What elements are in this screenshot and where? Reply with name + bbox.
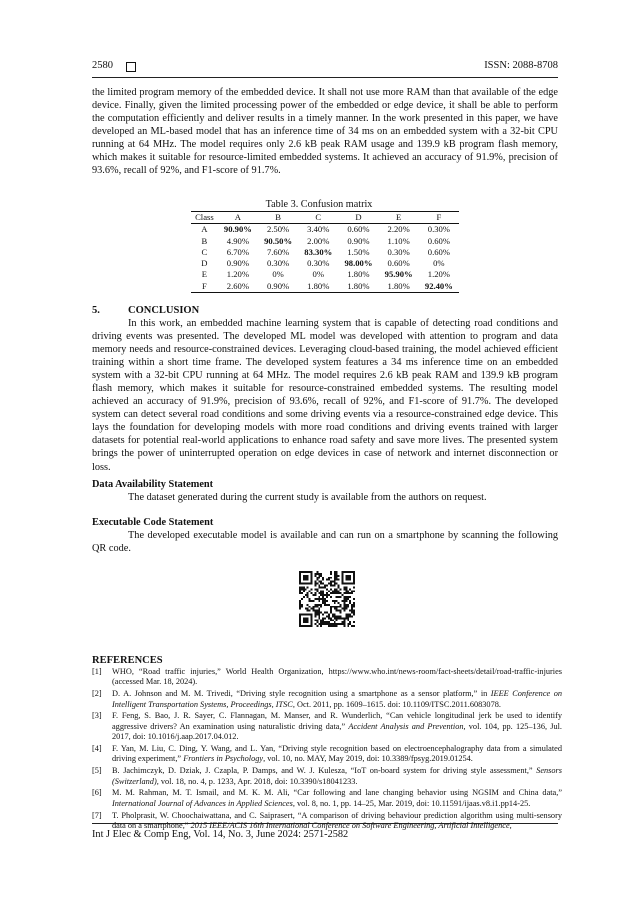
table-cell: 0.60% [427,235,450,246]
table-row-label: D [201,258,208,269]
table-cell: 0.90% [347,235,370,246]
reference-text: , vol. 8, no. 1, pp. 14–25, Mar. 2019, doi: 10.11591/ijaas.v8.i1.pp14-25. [292,798,531,808]
table-cell: 0.90% [266,280,290,291]
reference-number: [7] [92,810,102,820]
reference-item [92,744,562,765]
square-icon [126,62,136,72]
table-row-label: E [201,269,208,280]
table-cell: 0% [433,258,445,269]
table-cell: 1.20% [226,269,249,280]
table-cell: 0% [312,269,324,280]
table-header-cell: C [315,212,322,222]
reference-item [92,689,562,710]
table-cell: 90.90% [223,224,252,235]
table-cell: 2.50% [266,224,290,235]
table-header-cell: Class [195,212,214,222]
table-row-label: F [202,280,207,291]
table-cell: 1.80% [307,280,330,291]
executable-code-paragraph: The developed executable model is available and can run on a smartphone by scanning the following QR code. [92,530,558,555]
table-cell: 95.90% [384,269,413,280]
table-cell: 0.30% [387,246,410,257]
reference-text: D. A. Johnson and M. M. Trivedi, “Driving style recognition using a smartphone as a sensor platform,” in [112,689,491,699]
table-cell: 0% [272,269,284,280]
table-cell: 1.50% [347,246,370,257]
table-cell: 6.70% [226,246,249,257]
conclusion-paragraph: In this work, an embedded machine learning system that is capable of detecting road conditions and driving events was presented. The developed ML model was developed with attention to program and data memory needs and resource-constrained devices. Leveraging cloud-based training, the model achieved efficient training within a short time frame. The developed system features a 34 ms inference time on an embedded system with a 32-bit CPU running at 64 MHz. The model requires 2.6 kB peak RAM and 139.9 kB program flash memory, which makes it suitable for resource-constrained embedded systems. The resulting model achieved an accuracy of 91.9%, precision of 93.6%, recall of 92%, and F1-score of 91.7%. The developed system can detect several road conditions and some driving events via a resource-constrained edge device. This lays the foundation for developing models with more road conditions and driving events trained with larger datasets for potential real-world applications to enhance road safety and save more lives. The presented system brings the power of uninterrupted operation on edge devices in case of network and internet disconnection or loss. [92,318,558,473]
qr-code[interactable] [299,571,355,627]
reference-text: T. Pholprasit, W. Choochaiwattana, and C. Saiprasert, “A comparison of driving behaviour prediction algorithm using multi-sensory data on a smartphone,” [112,810,562,831]
confusion-matrix-table [191,211,459,293]
data-availability-paragraph: The dataset generated during the current study is available from the authors on request. [128,492,487,503]
table-row [191,258,459,269]
page-number: 2580 [92,60,113,71]
table-cell: 2.60% [226,280,249,291]
reference-number: [2] [92,689,102,699]
reference-text: B. Jachimczyk, D. Dziak, J. Czapla, P. Damps, and W. J. Kulesza, “IoT on-board system for driving style assessment,” [112,766,537,776]
table-cell: 1.80% [347,280,370,291]
reference-text: , vol. 10, no. MAY, May 2019, doi: 10.3389/fpsyg.2019.01254. [263,754,473,764]
reference-text: , Oct. 2011, pp. 1609–1615. doi: 10.1109/ITSC.2011.6083078. [292,699,501,709]
references-list [92,667,562,833]
reference-item [92,711,562,742]
table-header-cell: A [234,212,241,222]
table-cell: 1.20% [427,269,450,280]
table-header-cell: B [275,212,281,222]
section-title: CONCLUSION [128,305,200,316]
table-cell: 4.90% [226,235,249,246]
reference-number: [6] [92,788,102,798]
table-row-label: C [201,246,208,257]
table-cell: 0.30% [266,258,290,269]
table-row [191,269,459,280]
reference-source: 2015 IEEE/ACIS 16th International Conference on Software Engineering, Artificial Intelligence, [190,821,512,831]
table-cell: 1.80% [387,280,410,291]
table-header-cell: E [396,212,402,222]
table-body [191,224,459,293]
table-cell: 98.00% [344,258,373,269]
table-header-row [191,212,459,224]
table-cell: 1.80% [347,269,370,280]
table-header-cell: D [355,212,362,222]
table-cell: 0.30% [427,224,450,235]
issn-label: ISSN: 2088-8708 [484,60,558,71]
reference-item [92,788,562,809]
reference-source: Accident Analysis and Prevention [348,721,464,731]
reference-source: Frontiers in Psychology [183,754,264,764]
table-caption: Table 3. Confusion matrix [265,199,373,210]
page-header [92,60,558,76]
reference-source: IEEE Conference on Intelligent Transportation Systems, Proceedings, ITSC [112,689,562,709]
data-availability-heading: Data Availability Statement [92,479,214,490]
table-cell: 2.20% [387,224,410,235]
table-cell: 92.40% [424,280,453,291]
reference-number: [5] [92,766,102,776]
reference-source: International Journal of Advances in Applied Sciences [112,798,293,808]
table-cell: 90.50% [264,235,293,246]
table-row [191,224,459,236]
reference-number: [4] [92,744,102,754]
table-cell: 2.00% [307,235,330,246]
section-number: 5. [92,305,100,316]
footer-rule [92,823,558,824]
table-cell: 1.10% [387,235,410,246]
reference-number: [1] [92,667,102,676]
conclusion-heading [92,305,199,316]
table-cell: 0.90% [226,258,249,269]
table-row [191,281,459,293]
table-header-cell: F [436,212,442,222]
intro-paragraph: the limited program memory of the embedded device. It shall not use more RAM than that available of the edge device. Finally, given the limited processing power of the embedded or edge device, it shall be able to perform the computation efficiently and deliver results in a timely manner. In the work presented in this paper, we have developed an ML-based model that has an inference time of 34 ms on an embedded system with a 32-bit CPU running at 64 MHz. The model requires only 2.6 kB peak RAM usage and 139.9 kB program flash memory, which makes it suitable for resource-limited embedded systems. It achieved an accuracy of 91.9%, precision of 93.6%, recall of 92%, and F1-score of 91.7%. [92,87,558,177]
reference-text: , vol. 18, no. 4, p. 1233, Apr. 2018, doi: 10.3390/s18041233. [156,776,358,786]
reference-text: , vol. 104, pp. 125–136, Jul. 2017, doi: 10.1016/j.aap.2017.04.012. [112,721,563,742]
table-row-label: B [201,235,208,246]
reference-text: F. Feng, S. Bao, J. R. Sayer, C. Flannagan, M. Manser, and R. Wunderlich, “Can vehicle longitudinal jerk be used to identify aggressive drivers? An examination using naturalistic driving data,” [112,711,562,731]
table-cell: 3.40% [307,224,330,235]
table-cell: 7.60% [266,246,290,257]
table-cell: 0.60% [347,224,370,235]
table-row-label: A [201,224,208,235]
references-heading: REFERENCES [92,655,163,666]
table-row [191,236,459,247]
header-rule [92,77,558,78]
reference-text: F. Yan, M. Liu, C. Ding, Y. Wang, and L. Yan, “Driving style recognition based on electroencephalography data from a simulated driving experiment,” [112,744,562,764]
table-cell: 0.30% [307,258,330,269]
reference-text: WHO, “Road traffic injuries,” World Health Organization, https://www.who.int/news-room/fact-sheets/detail/road-traffic-injuries (accessed Mar. 18, 2024). [112,667,562,687]
reference-item [92,766,562,787]
table-cell: 0.60% [427,246,450,257]
journal-footer: Int J Elec & Comp Eng, Vol. 14, No. 3, June 2024: 2571-2582 [92,829,349,840]
executable-code-heading: Executable Code Statement [92,517,214,528]
table-cell: 0.60% [387,258,410,269]
table-row [191,247,459,258]
reference-source: Sensors (Switzerland) [112,766,562,786]
reference-item [92,667,562,688]
table-cell: 83.30% [304,246,333,257]
reference-number: [3] [92,711,102,721]
reference-text: M. M. Rahman, M. T. Ismail, and M. K. M. Ali, “Car following and lane changing behavior using NGSIM and China data,” [112,788,562,798]
